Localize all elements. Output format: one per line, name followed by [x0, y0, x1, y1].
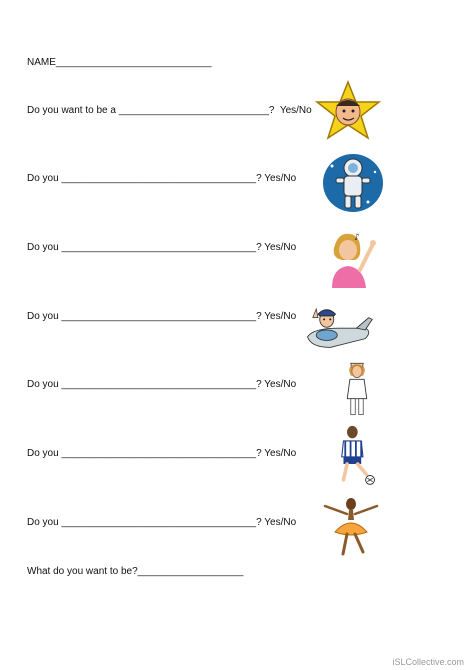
name-line: NAME____________________________: [27, 57, 212, 68]
nurse-icon: [322, 358, 392, 420]
dancer-icon: [316, 496, 386, 558]
question-3: Do you ___________________________________? Yes/No: [27, 242, 297, 253]
watermark: iSLCollective.com: [392, 657, 464, 667]
question-2: Do you ___________________________________? Yes/No: [27, 173, 297, 184]
astronaut-icon: [318, 152, 388, 214]
question-7: Do you ___________________________________? Yes/No: [27, 517, 297, 528]
pilot-plane-icon: [304, 298, 374, 360]
soccer-player-icon: [320, 425, 390, 487]
question-4: Do you ___________________________________? Yes/No: [27, 311, 297, 322]
question-5: Do you ___________________________________? Yes/No: [27, 379, 297, 390]
svg-text:♪: ♪: [354, 233, 360, 243]
singer-icon: [314, 226, 384, 288]
question-6: Do you ___________________________________? Yes/No: [27, 448, 297, 459]
final-question: What do you want to be?___________________: [27, 566, 244, 577]
star-face-icon: [313, 80, 383, 142]
question-1: Do you want to be a ___________________________? Yes/No: [27, 105, 312, 116]
